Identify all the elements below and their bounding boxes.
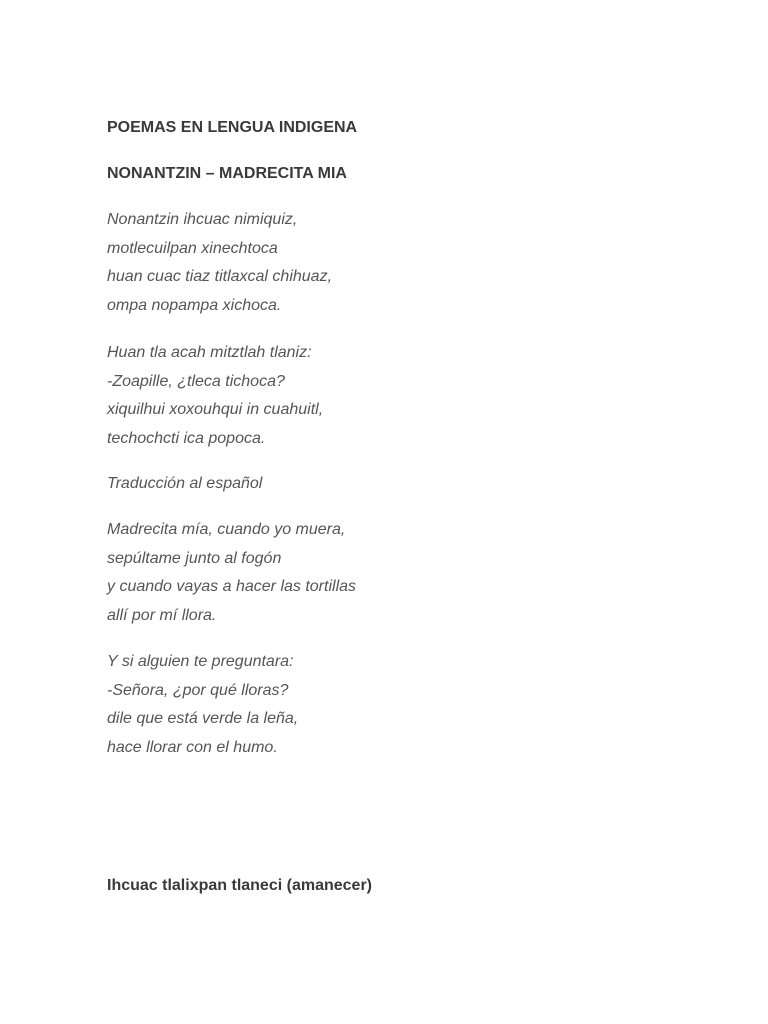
stanza-original-1	[107, 206, 332, 320]
poem-line: techochcti ica popoca.	[107, 429, 266, 447]
poem-line: -Señora, ¿por qué lloras?	[107, 681, 289, 699]
poem-line: Nonantzin ihcuac nimiquiz,	[107, 211, 298, 228]
poem-line: -Zoapille, ¿tleca tichoca?	[107, 372, 285, 390]
poem-line: allí por mí llora.	[107, 606, 217, 624]
poem-line: dile que está verde la leña,	[107, 710, 299, 727]
poem-line: ompa nopampa xichoca.	[107, 296, 282, 314]
stanza-translation-2	[107, 648, 298, 762]
poem-title: NONANTZIN – MADRECITA MIA	[107, 165, 347, 182]
next-poem-title: Ihcuac tlalixpan tlaneci (amanecer)	[107, 877, 372, 894]
poem-line: hace llorar con el humo.	[107, 738, 278, 756]
stanza-translation-1	[107, 516, 356, 630]
stanza-original-2	[107, 339, 323, 453]
translation-label-block	[107, 470, 262, 499]
document-title: POEMAS EN LENGUA INDIGENA	[107, 119, 358, 136]
poem-line: xiquilhui xoxouhqui in cuahuitl,	[107, 401, 324, 418]
translation-label: Traducción al español	[107, 475, 263, 492]
poem-line: huan cuac tiaz titlaxcal chihuaz,	[107, 268, 333, 285]
poem-line: Y si alguien te preguntara:	[107, 653, 294, 670]
poem-line: sepúltame junto al fogón	[107, 549, 282, 567]
poem-line: Huan tla acah mitztlah tlaniz:	[107, 344, 312, 361]
poem-line: Madrecita mía, cuando yo muera,	[107, 521, 346, 538]
poem-line: y cuando vayas a hacer las tortillas	[107, 578, 357, 595]
poem-line: motlecuilpan xinechtoca	[107, 239, 278, 257]
